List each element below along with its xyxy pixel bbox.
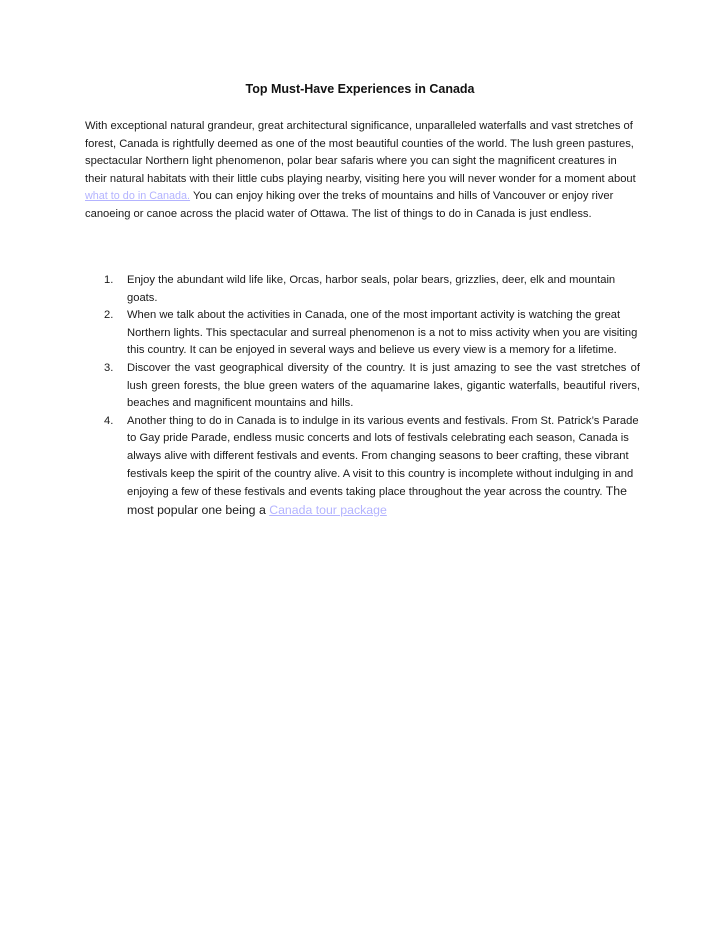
list-item-text: When we talk about the activities in Canada, one of the most important activity is watching the great Northern lights. This spectacular and surreal phenomenon is a not to miss activity when you are visiting this country. It can be enjoyed in several ways and believe us every view is a memory for a lifetime. xyxy=(127,309,638,357)
canada-tour-package-link[interactable]: Canada tour package xyxy=(269,502,387,517)
what-to-do-link[interactable]: what to do in Canada. xyxy=(85,190,191,203)
list-item-text: Another thing to do in Canada is to indulge in its various events and festivals. From St. Patrick’s Parade to Gay pride Parade, endless music concerts and lots of festivals celebrating each season, Canada is always alive with different festivals and events. From changing seasons to beer crafting, these vibrant festivals keep the spirit of the country alive. A visit to this country is incomplete without indulging in and enjoying a few of these festivals and events taking place throughout the year across the country. xyxy=(127,414,639,499)
list-item-tail-text: The most popular one being a xyxy=(127,484,627,517)
intro-text-continued: You can enjoy hiking over the treks of mountains and hills of Vancouver or enjoy river canoeing or canoe across the placid water of Ottawa. The list of things to do in Canada is just endless. xyxy=(85,190,614,220)
list-item xyxy=(100,360,640,413)
list-item-text: Discover the vast geographical diversity of the country. It is just amazing to see the vast stretches of lush green forests, the blue green waters of the aquamarine lakes, gigantic waterfalls, beautiful rivers, beaches and magnificent mountains and hills. xyxy=(127,361,640,410)
list-number: 3. xyxy=(104,361,114,374)
experiences-list xyxy=(100,272,640,520)
list-number: 1. xyxy=(104,274,114,286)
list-item xyxy=(100,307,640,360)
list-item-text: Enjoy the abundant wild life like, Orcas, harbor seals, polar bears, grizzlies, deer, elk and mountain goats. xyxy=(127,274,616,304)
list-number: 2. xyxy=(104,309,114,322)
document-title: Top Must-Have Experiences in Canada xyxy=(245,82,475,96)
list-item xyxy=(100,413,640,521)
list-number: 4. xyxy=(104,414,114,427)
intro-text: With exceptional natural grandeur, great architectural significance, unparalleled waterfalls and vast stretches of forest, Canada is rightfully deemed as one of the most beautiful counties of the world. The lush green pastures, spectacular Northern light phenomenon, polar bear safaris where you can sight the magnificent creatures in their natural habitats with their little cubs playing nearby, visiting here you will never wonder for a moment about xyxy=(85,120,636,185)
list-item xyxy=(100,272,640,307)
intro-paragraph xyxy=(85,118,640,224)
